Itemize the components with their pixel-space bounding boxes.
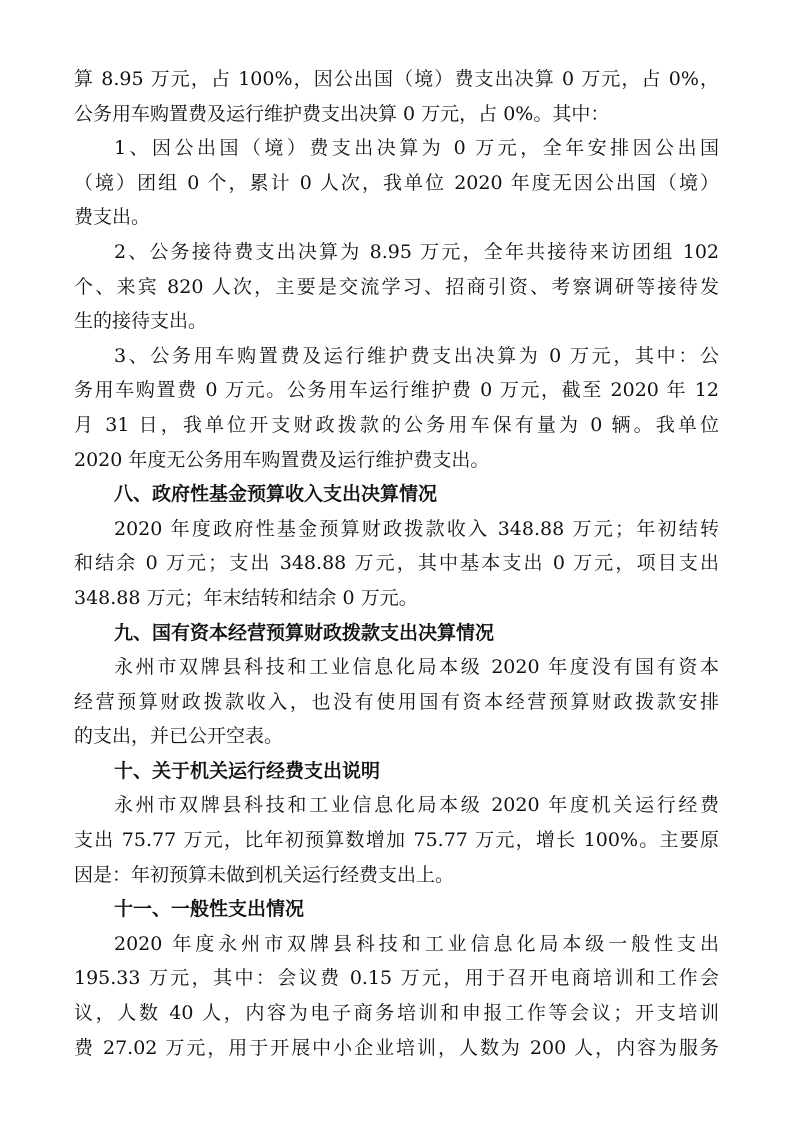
section-heading: 八、政府性基金预算收入支出决算情况 — [114, 483, 438, 506]
paragraph-line: 个、来宾 820 人次，主要是交流学习、招商引资、考察调研等接待发 — [74, 275, 719, 298]
section-heading: 十一、一般性支出情况 — [114, 898, 305, 921]
paragraph-line: 月 31 日，我单位开支财政拨款的公务用车保有量为 0 辆。我单位 — [74, 413, 719, 436]
paragraph-line: 的支出，并已公开空表。 — [74, 725, 284, 748]
paragraph-line: 2020 年度政府性基金预算财政拨款收入 348.88 万元；年初结转 — [114, 517, 719, 540]
paragraph-line: 费 27.02 万元，用于开展中小企业培训，人数为 200 人，内容为服务 — [74, 1036, 719, 1059]
paragraph-line: 公务用车购置费及运行维护费支出决算 0 万元，占 0%。其中： — [74, 102, 610, 125]
paragraph-line: 生的接待支出。 — [74, 310, 208, 333]
paragraph-line: 永州市双牌县科技和工业信息化局本级 2020 年度机关运行经费 — [114, 794, 719, 817]
section-heading: 九、国有资本经营预算财政拨款支出决算情况 — [114, 621, 495, 644]
paragraph-line: 因是：年初预算未做到机关运行经费支出上。 — [74, 863, 455, 886]
paragraph-line: （境）团组 0 个，累计 0 人次，我单位 2020 年度无因公出国（境） — [74, 171, 719, 194]
paragraph-line: 2、公务接待费支出决算为 8.95 万元，全年共接待来访团组 102 — [114, 240, 719, 263]
paragraph-line: 1、因公出国（境）费支出决算为 0 万元，全年安排因公出国 — [114, 137, 719, 160]
paragraph-line: 议，人数 40 人，内容为电子商务培训和申报工作等会议；开支培训 — [74, 1002, 719, 1025]
paragraph-line: 费支出。 — [74, 206, 151, 229]
paragraph-line: 348.88 万元；年末结转和结余 0 万元。 — [74, 586, 418, 609]
paragraph-line: 支出 75.77 万元，比年初预算数增加 75.77 万元，增长 100%。主要原 — [74, 829, 719, 852]
paragraph-line: 2020 年度无公务用车购置费及运行维护费支出。 — [74, 448, 490, 471]
paragraph-line: 经营预算财政拨款收入，也没有使用国有资本经营预算财政拨款安排 — [74, 690, 719, 713]
paragraph-line: 195.33 万元，其中：会议费 0.15 万元，用于召开电商培训和工作会 — [74, 967, 719, 990]
paragraph-line: 2020 年度永州市双牌县科技和工业信息化局本级一般性支出 — [114, 932, 719, 955]
paragraph-line: 永州市双牌县科技和工业信息化局本级 2020 年度没有国有资本 — [114, 656, 719, 679]
paragraph-line: 务用车购置费 0 万元。公务用车运行维护费 0 万元，截至 2020 年 12 — [74, 379, 719, 402]
paragraph-line: 3、公务用车购置费及运行维护费支出决算为 0 万元，其中：公 — [114, 344, 719, 367]
paragraph-line: 算 8.95 万元，占 100%，因公出国（境）费支出决算 0 万元，占 0%， — [74, 68, 719, 90]
section-heading: 十、关于机关运行经费支出说明 — [114, 759, 381, 782]
paragraph-line: 和结余 0 万元；支出 348.88 万元，其中基本支出 0 万元，项目支出 — [74, 552, 719, 575]
